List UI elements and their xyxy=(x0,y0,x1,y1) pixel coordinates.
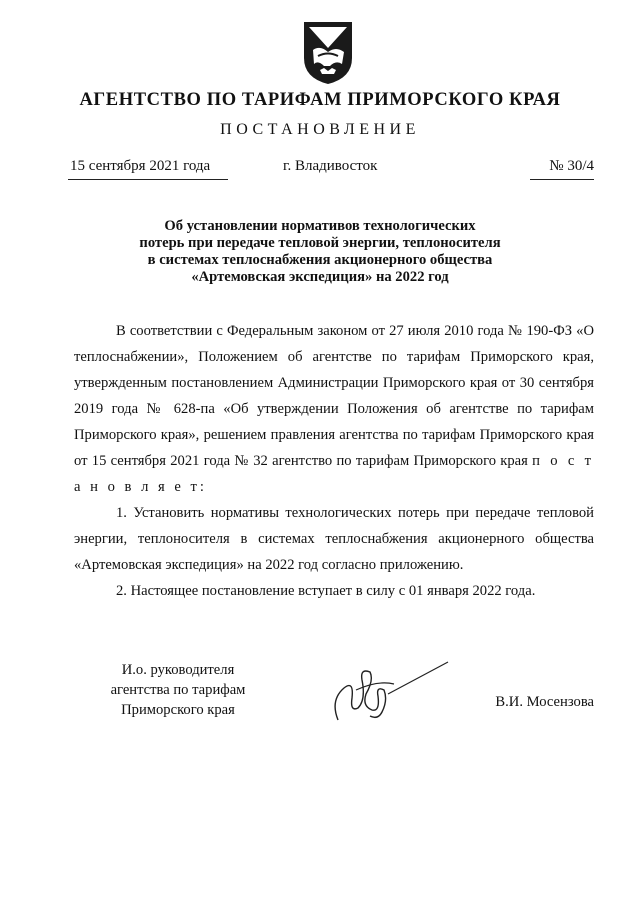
coat-of-arms-icon xyxy=(300,18,356,86)
number-underline xyxy=(530,179,594,180)
document-subject xyxy=(90,218,550,286)
subject-line: Об установлении нормативов технологических xyxy=(164,218,476,234)
signer-position-line: Приморского края xyxy=(121,702,235,718)
signer-position-line: И.о. руководителя xyxy=(121,662,235,678)
subject-line: в системах теплоснабжения акционерного общества xyxy=(147,252,493,268)
signer-position xyxy=(78,660,278,720)
document-type: ПОСТАНОВЛЕНИЕ xyxy=(220,121,420,138)
document-city: г. Владивосток xyxy=(283,158,378,174)
preamble-text: В соответствии с Федеральным законом от 27 июля 2010 года № 190-ФЗ «О теплоснабжении», Положением об агентстве по тарифам Приморского края, утвержденным постановлением Администрации Приморского края от 30 сентября 2019 года № 628-па «Об утверждении Положения об агентстве по тарифам Приморского края», решением правления агентства по тарифам Приморского края от 15 сентября 2021 года № 32 агентство по тарифам Приморского края xyxy=(74,323,594,469)
document-body xyxy=(74,318,594,604)
handwritten-signature-icon xyxy=(318,650,458,730)
signer-position-line: агентства по тарифам xyxy=(110,682,246,698)
subject-line: «Артемовская экспедиция» на 2022 год xyxy=(191,269,449,285)
date-underline xyxy=(68,179,228,180)
decree-word: п о с т а н о в л я е т: xyxy=(74,453,594,495)
preamble-paragraph xyxy=(74,318,594,500)
document-number: № 30/4 xyxy=(549,158,594,174)
agency-title: АГЕНТСТВО ПО ТАРИФАМ ПРИМОРСКОГО КРАЯ xyxy=(79,90,561,110)
decree-item-1: 1. Установить нормативы технологических потерь при передаче тепловой энергии, теплоносителя в системах теплоснабжения акционерного общества «Артемовская экспедиция» на 2022 год согласно приложению. xyxy=(74,505,594,573)
decree-item-2: 2. Настоящее постановление вступает в силу с 01 января 2022 года. xyxy=(116,583,536,599)
signer-name: В.И. Мосензова xyxy=(495,694,594,710)
document-date: 15 сентября 2021 года xyxy=(70,158,211,174)
subject-line: потерь при передаче тепловой энергии, теплоносителя xyxy=(139,235,501,251)
